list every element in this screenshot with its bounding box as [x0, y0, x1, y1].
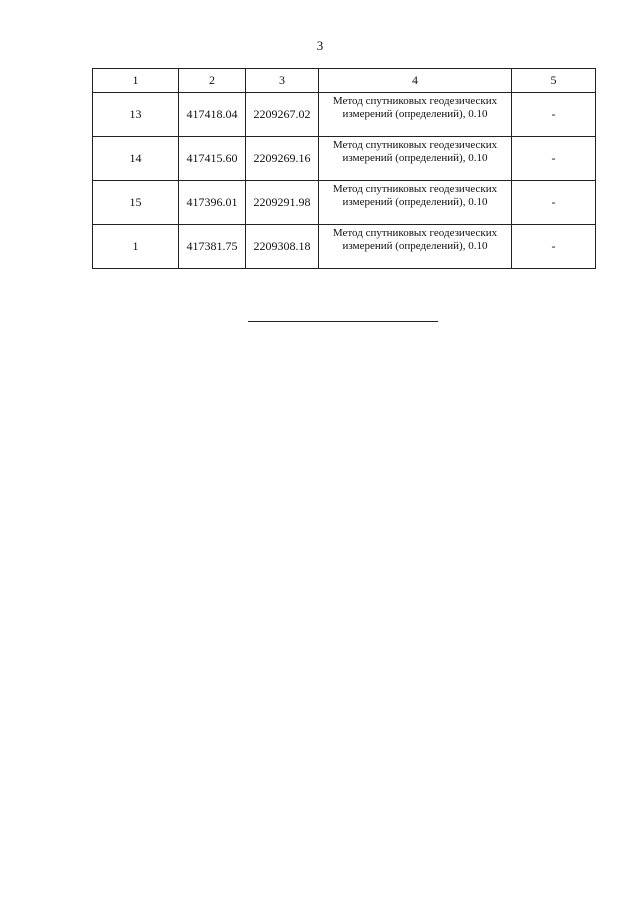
- method-text-line-1: Метод спутниковых геодезических: [332, 183, 498, 195]
- note-cell: -: [512, 181, 596, 225]
- method-text-line-2: измерений (определений), 0.10: [342, 240, 488, 252]
- x-coordinate-cell: 417415.60: [179, 137, 246, 181]
- y-coordinate-cell: 2209269.16: [246, 137, 319, 181]
- table-row: [93, 181, 596, 225]
- method-cell: [319, 137, 512, 181]
- header-col-1: 1: [93, 69, 179, 93]
- point-number-cell: 1: [93, 225, 179, 269]
- method-text-line-1: Метод спутниковых геодезических: [332, 95, 498, 107]
- method-text-line-2: измерений (определений), 0.10: [342, 152, 488, 164]
- y-coordinate-cell: 2209308.18: [246, 225, 319, 269]
- end-of-document-rule: [248, 321, 438, 322]
- y-coordinate-cell: 2209267.02: [246, 93, 319, 137]
- note-cell: -: [512, 225, 596, 269]
- method-cell: [319, 225, 512, 269]
- header-col-4: 4: [319, 69, 512, 93]
- y-coordinate-cell: 2209291.98: [246, 181, 319, 225]
- method-text-line-2: измерений (определений), 0.10: [342, 196, 488, 208]
- method-cell: [319, 93, 512, 137]
- table-header-row: [93, 69, 596, 93]
- header-col-3: 3: [246, 69, 319, 93]
- table-row: [93, 93, 596, 137]
- table-row: [93, 225, 596, 269]
- method-cell: [319, 181, 512, 225]
- note-cell: -: [512, 137, 596, 181]
- header-col-5: 5: [512, 69, 596, 93]
- page-number: 3: [316, 38, 324, 53]
- x-coordinate-cell: 417381.75: [179, 225, 246, 269]
- point-number-cell: 14: [93, 137, 179, 181]
- method-text-line-2: измерений (определений), 0.10: [342, 108, 488, 120]
- point-number-cell: 15: [93, 181, 179, 225]
- coordinates-table: [92, 68, 596, 269]
- header-col-2: 2: [179, 69, 246, 93]
- x-coordinate-cell: 417396.01: [179, 181, 246, 225]
- note-cell: -: [512, 93, 596, 137]
- table-row: [93, 137, 596, 181]
- x-coordinate-cell: 417418.04: [179, 93, 246, 137]
- method-text-line-1: Метод спутниковых геодезических: [332, 139, 498, 151]
- method-text-line-1: Метод спутниковых геодезических: [332, 227, 498, 239]
- point-number-cell: 13: [93, 93, 179, 137]
